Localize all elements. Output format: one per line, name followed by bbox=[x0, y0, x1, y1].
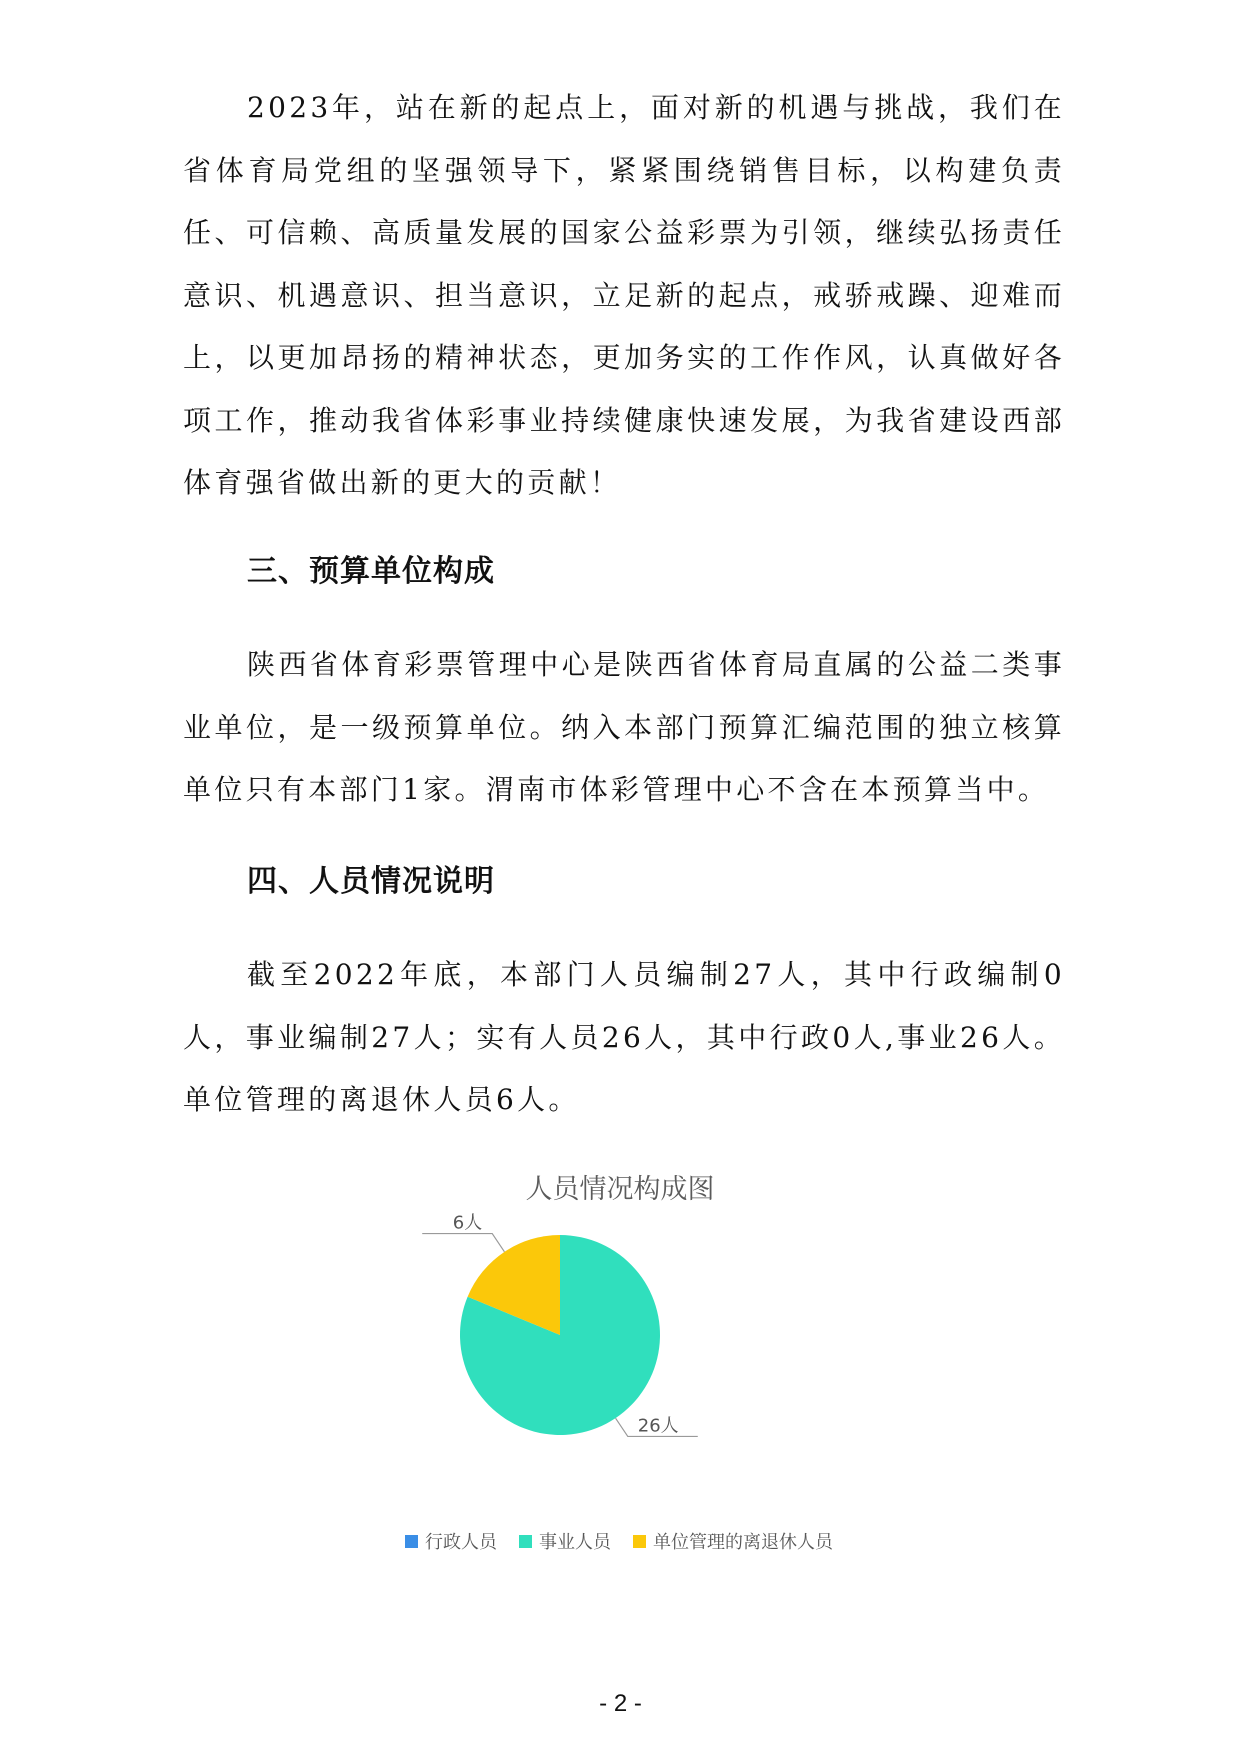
data-label-1: 26人 bbox=[637, 1415, 679, 1437]
legend-swatch-1 bbox=[519, 1535, 532, 1548]
data-label-2: 6人 bbox=[452, 1212, 483, 1234]
paragraph-personnel: 截至2022年底，本部门人员编制27人，其中行政编制0人，事业编制27人；实有人员26人，其中行政0人,事业26人。单位管理的离退休人员6人。 bbox=[183, 958, 1065, 1116]
pie-slices bbox=[460, 1235, 660, 1435]
section-heading-budget-units: 三、预算单位构成 bbox=[247, 554, 495, 589]
legend-swatch-2 bbox=[633, 1535, 646, 1548]
paragraph-outlook: 2023年，站在新的起点上，面对新的机遇与挑战，我们在省体育局党组的坚强领导下，紧紧围绕销售目标，以构建负责任、可信赖、高质量发展的国家公益彩票为引领，继续弘扬责任意识、机遇意识、担当意识，立足新的起点，戒骄戒躁、迎难而上，以更加昂扬的精神状态，更加务实的工作作风，认真做好各项工作，推动我省体彩事业持续健康快速发展，为我省建设西部体育强省做出新的更大的贡献！ bbox=[183, 91, 1065, 499]
page-number: - 2 - bbox=[599, 1690, 642, 1717]
pie-chart-svg bbox=[380, 1150, 880, 1580]
section-heading-personnel: 四、人员情况说明 bbox=[247, 864, 495, 899]
chart-legend bbox=[405, 1532, 835, 1553]
legend-label-0: 行政人员 bbox=[425, 1532, 497, 1553]
paragraph-budget-units: 陕西省体育彩票管理中心是陕西省体育局直属的公益二类事业单位，是一级预算单位。纳入本部门预算汇编范围的独立核算单位只有本部门1家。渭南市体彩管理中心不含在本预算当中。 bbox=[183, 648, 1065, 806]
legend-label-1: 事业人员 bbox=[539, 1532, 611, 1553]
personnel-pie-chart bbox=[380, 1150, 880, 1580]
chart-title: 人员情况构成图 bbox=[525, 1174, 715, 1205]
callout-line-2 bbox=[422, 1234, 504, 1252]
legend-swatch-0 bbox=[405, 1535, 418, 1548]
legend-label-2: 单位管理的离退休人员 bbox=[653, 1532, 833, 1553]
